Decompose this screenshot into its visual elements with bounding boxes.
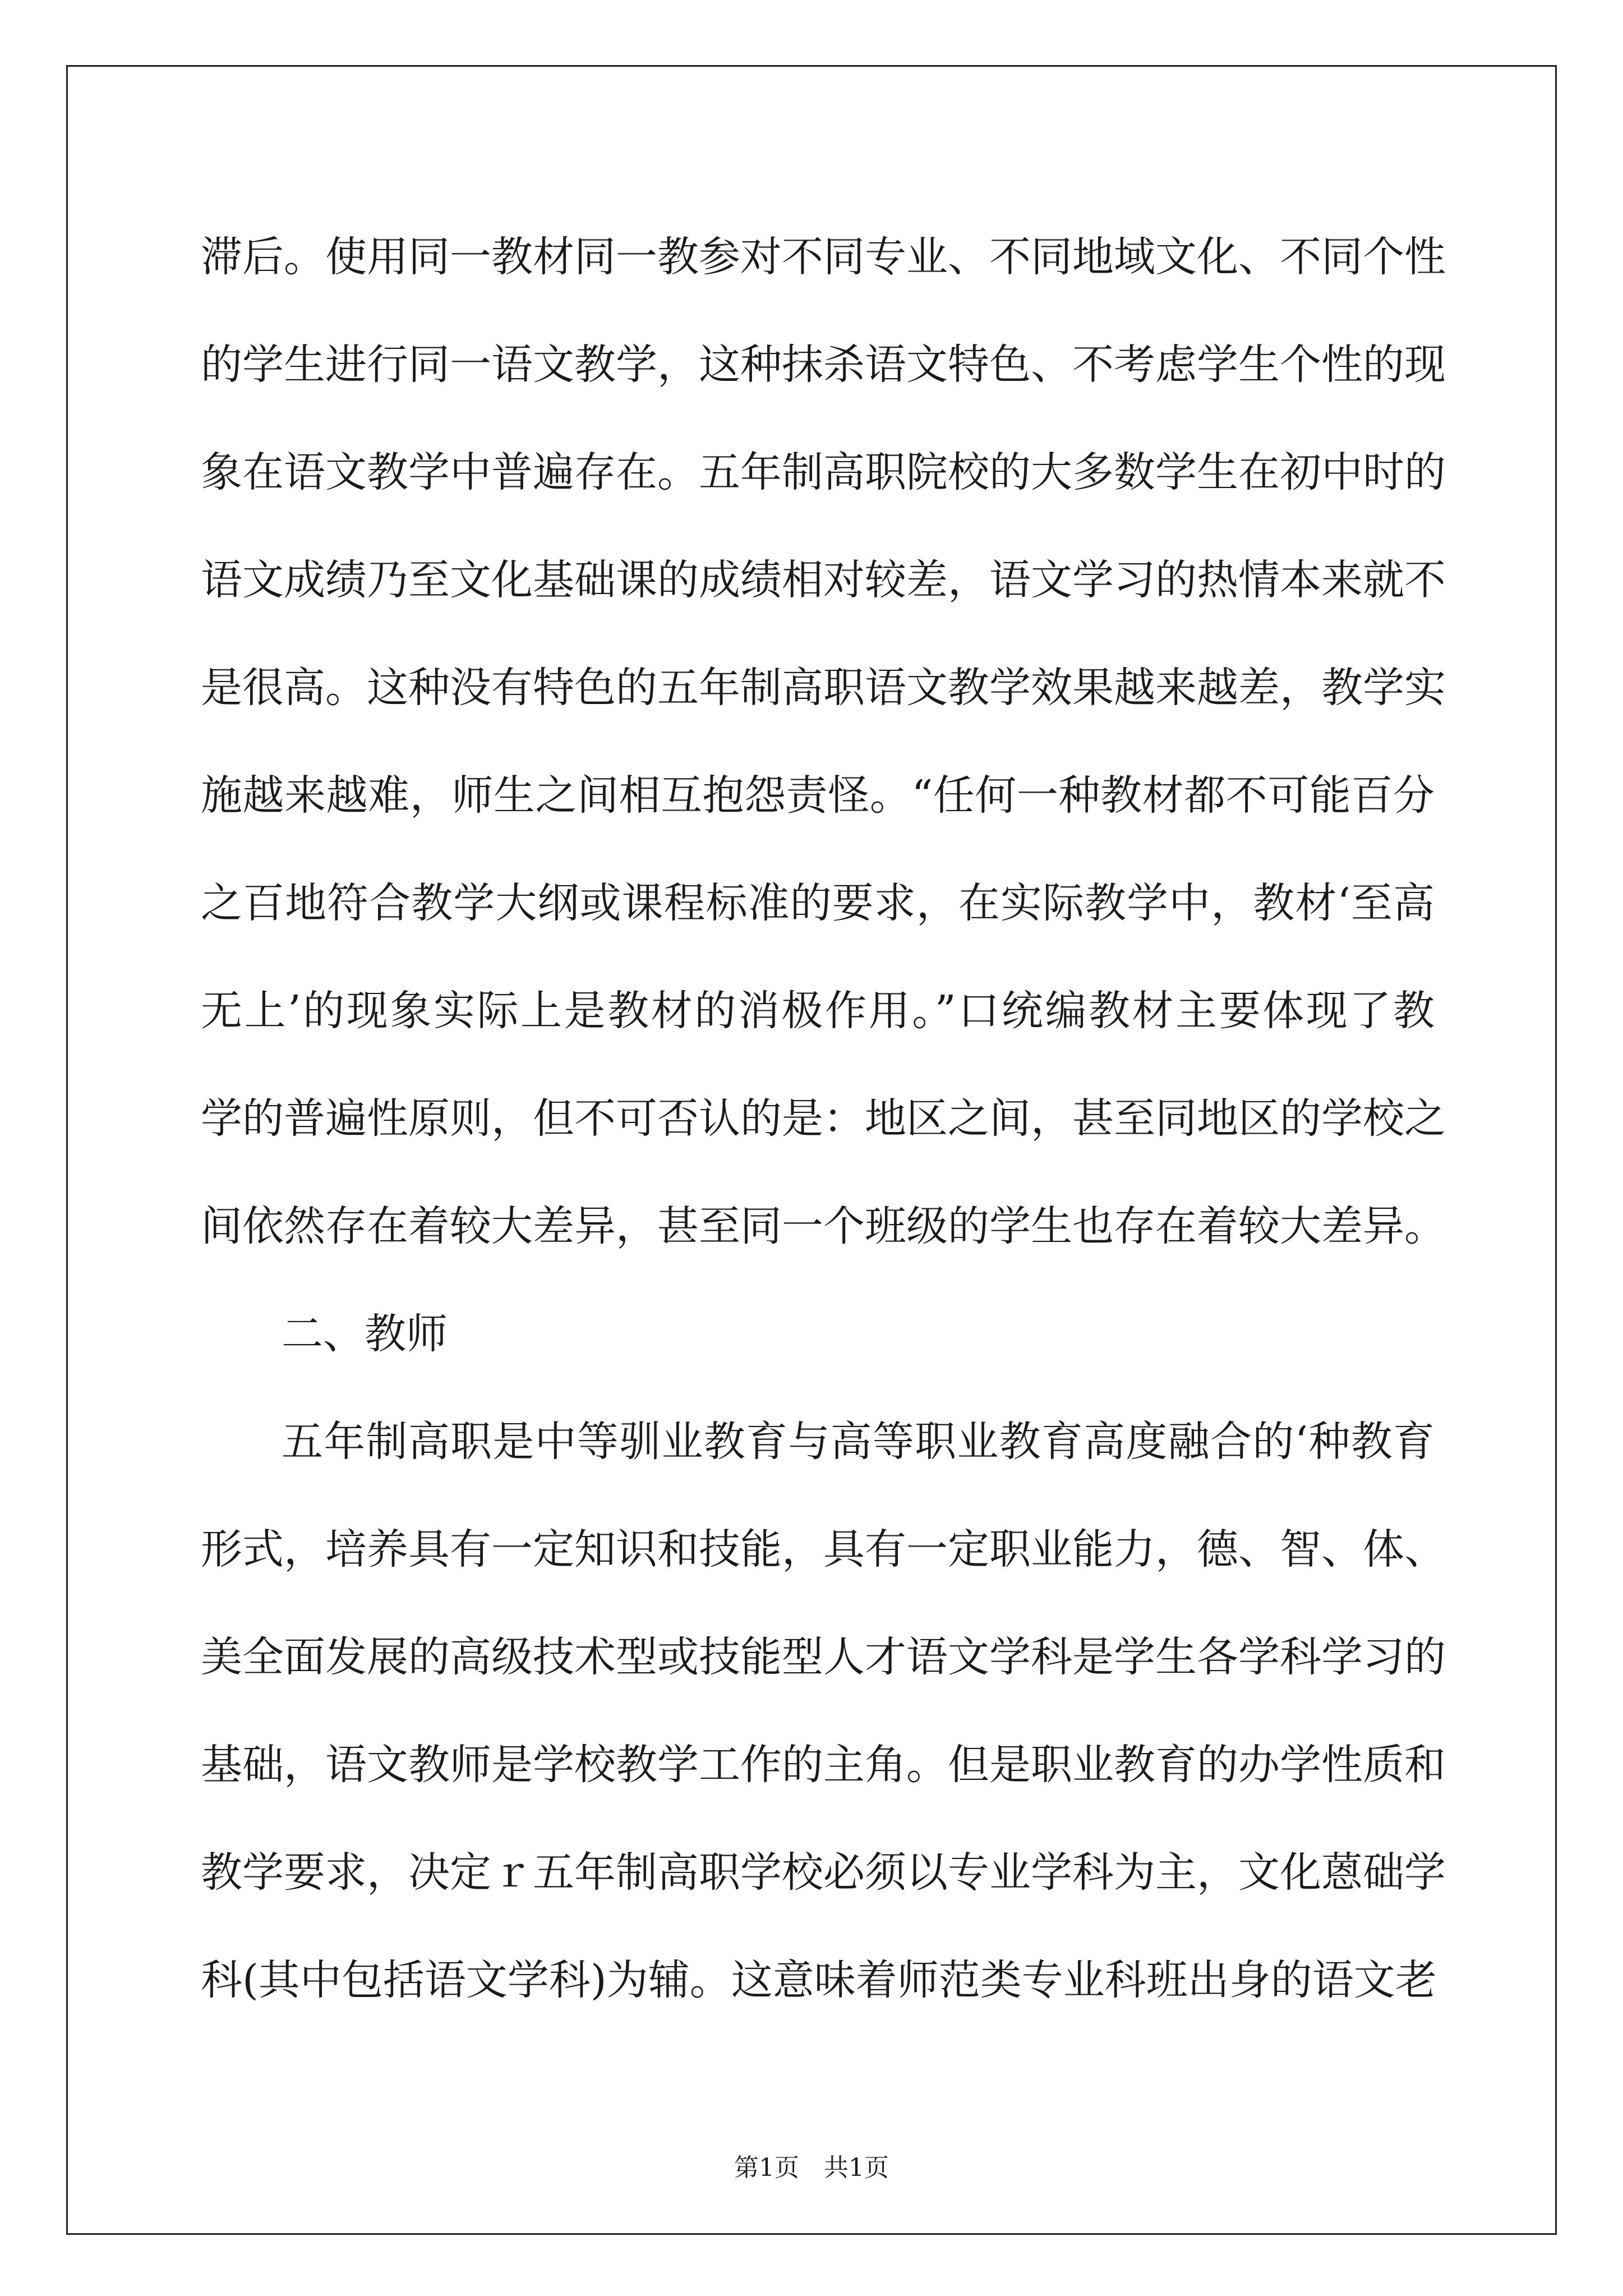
text-line: 基础，语文教师是学校教学工作的主角。但是职业教育的办学性质和 (201, 1741, 1446, 1789)
text-line: 施越来越难，师生之间相互抱怨责怪。“任何一种教材都不可能百分 (201, 771, 1435, 820)
section-heading: 二、教师 (282, 1310, 448, 1358)
text-line: 语文成绩乃至文化基础课的成绩相对较差，语文学习的热情本来就不 (201, 556, 1446, 604)
text-line: 美全面发展的高级技术型或技能型人才语文学科是学生各学科学习的 (201, 1633, 1446, 1681)
text-line: 五年制高职是中等驯业教育与高等职业教育高度融合的‘种教育 (282, 1418, 1435, 1466)
text-line: 之百地符合教学大纲或课程标准的要求，在实际教学中，教材‘至高 (201, 879, 1435, 927)
text-line: 是很高。这种没有特色的五年制高职语文教学效果越来越差，教学实 (201, 664, 1446, 712)
text-line: 无上’的现象实际上是教材的消极作用。”口统编教材主要体现了教 (201, 987, 1435, 1035)
text-line: 滞后。使用同一教材同一教参对不同专业、不同地域文化、不同个性 (201, 233, 1446, 281)
text-line: 象在语文教学中普遍存在。五年制高职院校的大多数学生在初中时的 (201, 448, 1446, 496)
text-line: 的学生进行同一语文教学，这种抹杀语文特色、不考虑学生个性的现 (201, 341, 1446, 389)
text-line: 学的普遍性原则，但不可否认的是：地区之间，甚至同地区的学校之 (201, 1094, 1446, 1143)
page-number-footer: 第1页 共1页 (734, 2154, 889, 2182)
text-line: 间依然存在着较大差异，甚至同一个班级的学生也存在着较大差异。 (201, 1202, 1446, 1250)
text-line: 科(其中包括语文学科)为辅。这意味着师范类专业科班出身的语文老 (201, 1956, 1437, 2004)
document-body (201, 203, 1446, 2034)
text-line: 形式，培养具有一定知识和技能，具有一定职业能力，德、智、体、 (201, 1525, 1446, 1573)
text-line: 教学要求，决定ｒ五年制高职学校必须以专业学科为主，文化蒽础学 (201, 1848, 1446, 1897)
